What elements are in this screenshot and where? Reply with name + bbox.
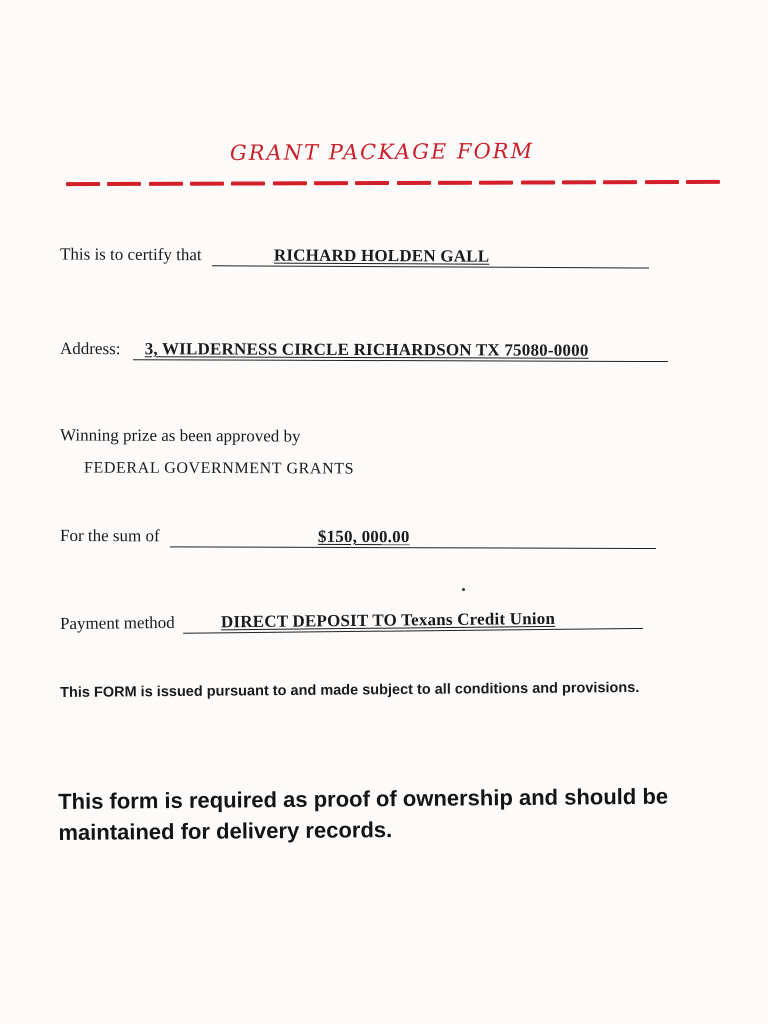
payment-value: DIRECT DEPOSIT TO Texans Credit Union [220,608,556,632]
approving-agency: FEDERAL GOVERNMENT GRANTS [83,459,355,478]
divider-dash [438,181,472,185]
certify-label: This is to certify that [59,244,202,265]
certify-line [212,245,649,268]
divider-dash [314,181,348,185]
sum-field [60,526,656,549]
divider-dash [66,182,100,186]
sum-label: For the sum of [59,525,160,546]
address-line [133,339,668,362]
payment-line [183,608,643,634]
divider-dash [231,181,265,185]
recipient-name: RICHARD HOLDEN GALL [273,245,490,266]
divider-dash [686,180,720,184]
sum-line [170,526,656,549]
winning-statement: Winning prize as been approved by [59,425,301,446]
divider-dash [397,181,431,185]
red-dashed-divider [66,180,720,188]
divider-dash [603,180,637,184]
issued-statement: This FORM is issued pursuant to and made subject to all conditions and provisions. [60,679,640,701]
form-title: GRANT PACKAGE FORM [229,138,535,166]
address-field [60,339,668,362]
divider-dash [521,180,555,184]
divider-dash [645,180,679,184]
divider-dash [479,181,513,185]
required-notice: This form is required as proof of ownership and should be maintained for delivery records. [58,783,669,846]
divider-dash [562,180,596,184]
divider-dash [355,181,389,185]
payment-field [60,608,643,635]
print-speck [462,588,465,591]
divider-dash [149,182,183,186]
address-value: 3, WILDERNESS CIRCLE RICHARDSON TX 75080-0000 [144,339,589,360]
payment-label: Payment method [59,612,175,634]
divider-dash [107,182,141,186]
divider-dash [273,181,307,185]
certify-field [60,244,649,268]
sum-value: $150, 000.00 [317,526,410,547]
divider-dash [190,182,224,186]
address-label: Address: [59,338,121,359]
